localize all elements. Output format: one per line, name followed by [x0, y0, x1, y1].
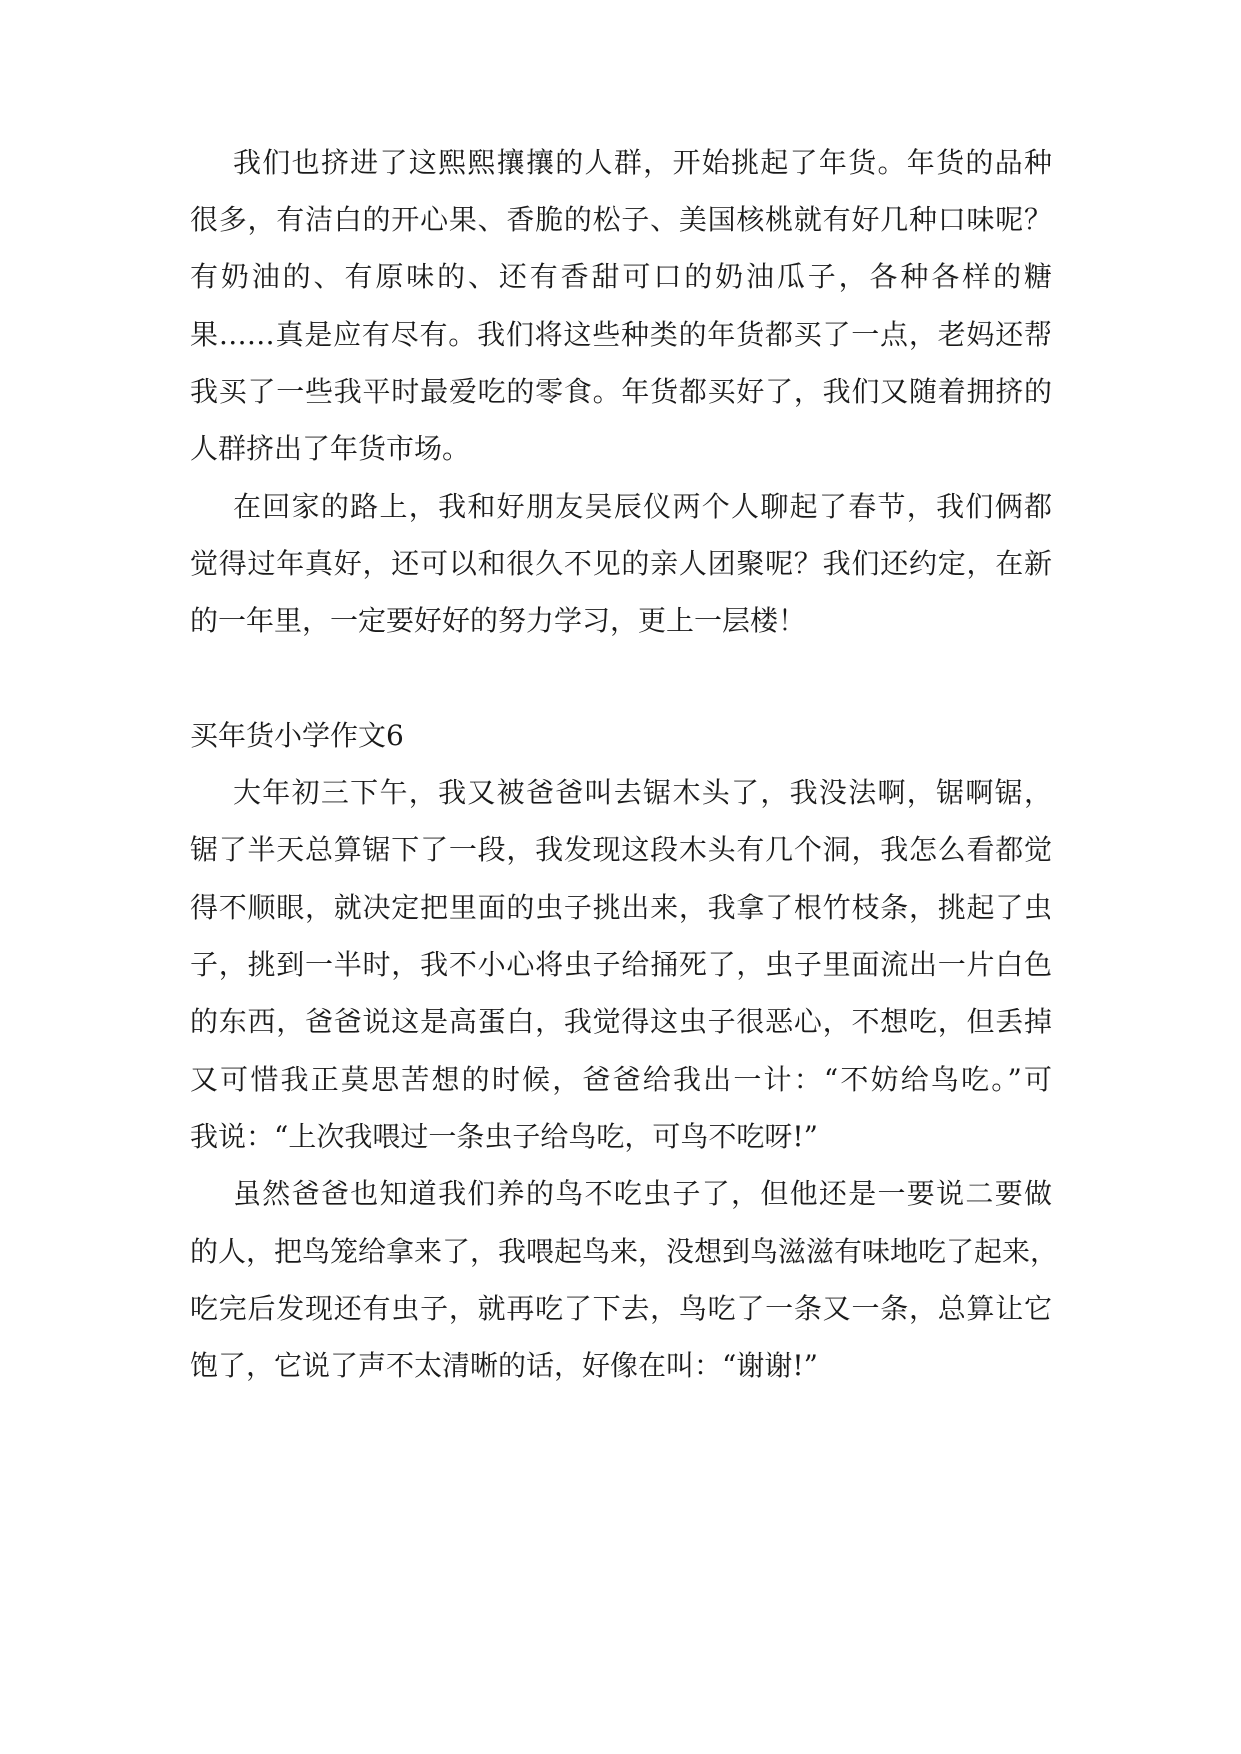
text-line: 得不顺眼，就决定把里面的虫子挑出来，我拿了根竹枝条，挑起了虫: [190, 891, 1052, 924]
text-line: 的人，把鸟笼给拿来了，我喂起鸟来，没想到鸟滋滋有味地吃了起来，: [190, 1235, 1059, 1268]
text-line: 果……真是应有尽有。我们将这些种类的年货都买了一点，老妈还帮: [190, 318, 1052, 351]
text-line: 我买了一些我平时最爱吃的零食。年货都买好了，我们又随着拥挤的: [190, 375, 1052, 408]
text-line: 饱了，它说了声不太清晰的话，好像在叫：“谢谢!”: [190, 1349, 818, 1382]
section-title: 买年货小学作文6: [190, 719, 404, 752]
text-line: 锯了半天总算锯下了一段，我发现这段木头有几个洞，我怎么看都觉: [190, 833, 1052, 866]
text-line: 的东西，爸爸说这是高蛋白，我觉得这虫子很恶心，不想吃，但丢掉: [190, 1005, 1052, 1038]
text-line: 人群挤出了年货市场。: [190, 432, 471, 465]
text-line: 虽然爸爸也知道我们养的鸟不吃虫子了，但他还是一要说二要做: [233, 1177, 1052, 1210]
text-line: 很多，有洁白的开心果、香脆的松子、美国核桃就有好几种口味呢？: [190, 203, 1052, 236]
text-line: 吃完后发现还有虫子，就再吃了下去，鸟吃了一条又一条，总算让它: [190, 1292, 1052, 1325]
text-line: 觉得过年真好，还可以和很久不见的亲人团聚呢？我们还约定，在新: [190, 547, 1052, 580]
text-line: 在回家的路上，我和好朋友吴辰仪两个人聊起了春节，我们俩都: [233, 490, 1052, 523]
text-line: 有奶油的、有原味的、还有香甜可口的奶油瓜子，各种各样的糖: [190, 260, 1052, 293]
text-line: 大年初三下午，我又被爸爸叫去锯木头了，我没法啊，锯啊锯，: [233, 776, 1052, 809]
text-line: 的一年里，一定要好好的努力学习，更上一层楼！: [190, 604, 807, 637]
text-line: 子，挑到一半时，我不小心将虫子给捅死了，虫子里面流出一片白色: [190, 948, 1052, 981]
text-line: 我说：“上次我喂过一条虫子给鸟吃，可鸟不吃呀!”: [190, 1120, 818, 1153]
text-line: 又可惜我正莫思苦想的时候，爸爸给我出一计：“不妨给鸟吃。”可: [190, 1063, 1052, 1096]
text-line: 我们也挤进了这熙熙攘攘的人群，开始挑起了年货。年货的品种: [233, 146, 1052, 179]
